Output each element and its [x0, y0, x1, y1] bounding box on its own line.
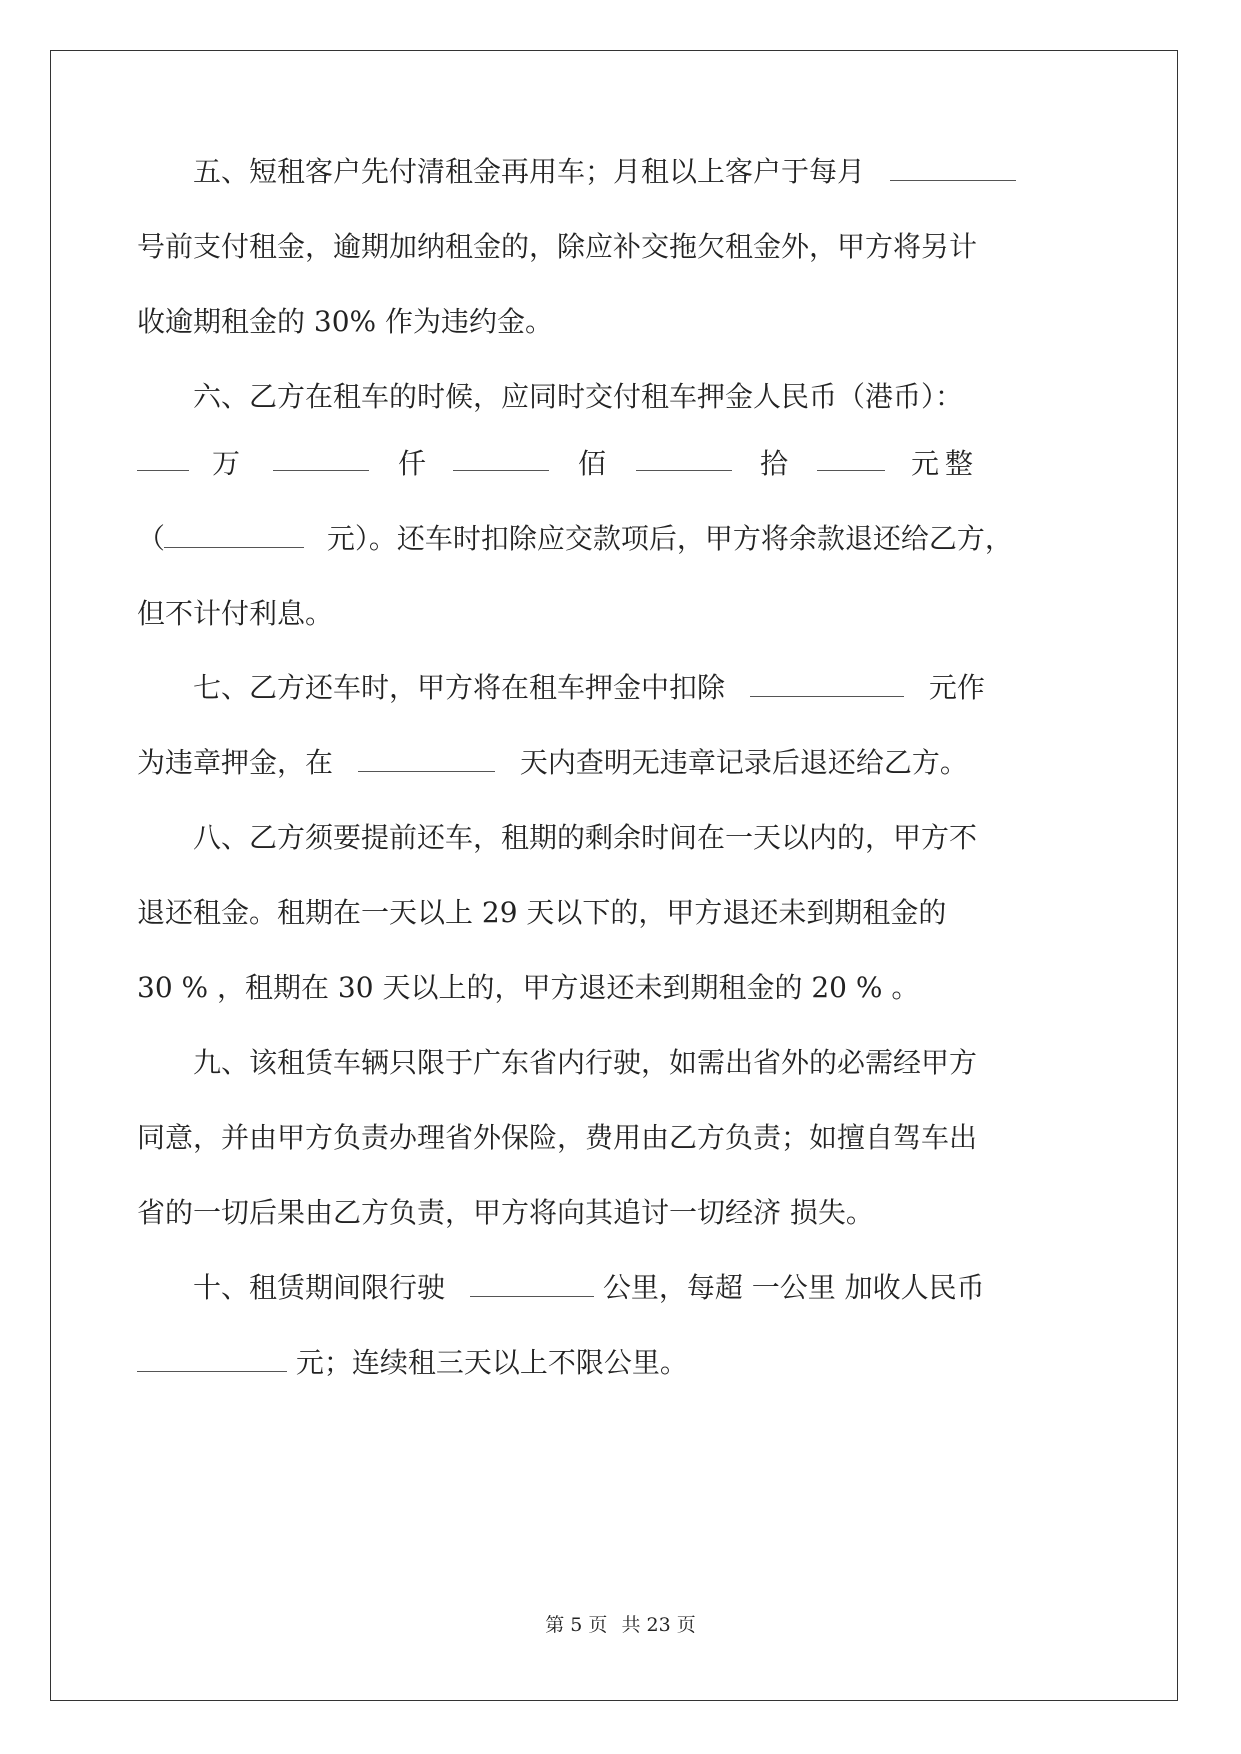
clause-10-text-2: 元；连续租三天以上不限公里。: [295, 1346, 688, 1379]
clause-7-text-2b: 天内查明无违章记录后退还给乙方。: [519, 746, 968, 779]
blank-pay-day: [890, 158, 1016, 181]
clause-8-line-3: 30 % ，租期在 30 天以上的，甲方退还未到期租金的 20 % 。: [137, 971, 920, 1004]
page-footer: [0, 1613, 1241, 1637]
clause-7-text-1: 七、乙方还车时，甲方将在租车押金中扣除: [193, 671, 726, 704]
clause-5-line-1: [193, 154, 1016, 190]
clause-10-line-1: [193, 1270, 985, 1306]
unit-wan: 万: [212, 447, 241, 480]
blank-extra-fee: [137, 1349, 287, 1372]
blank-qian: [273, 470, 369, 471]
page-number: 第 5 页: [545, 1614, 608, 1636]
clause-7-text-2a: 为违章押金，在: [137, 746, 334, 779]
clause-7-line-1: [193, 670, 985, 706]
clause-8-line-2: 退还租金。租期在一天以上 29 天以下的，甲方退还未到期租金的: [137, 896, 947, 929]
blank-wan: [137, 470, 189, 471]
unit-bai: 佰: [578, 447, 607, 480]
blank-bai: [453, 470, 549, 471]
blank-yuan: [817, 470, 885, 471]
clause-7-text-1-end: 元作: [928, 671, 985, 704]
blank-mileage: [470, 1274, 594, 1297]
clause-10-text-1a: 十、租赁期间限行驶: [193, 1271, 446, 1304]
clause-7-line-2: [137, 745, 968, 781]
page-border: [50, 50, 1178, 1701]
clause-9-line-1: 九、该租赁车辆只限于广东省内行驶，如需出省外的必需经甲方: [193, 1046, 978, 1079]
clause-6-text-3: 元）。还车时扣除应交款项后，甲方将余款退还给乙方，: [326, 522, 1013, 555]
clause-8-line-1: 八、乙方须要提前还车，租期的剩余时间在一天以内的，甲方不: [193, 821, 978, 854]
clause-6-line-1: 六、乙方在租车的时候，应同时交付租车押金人民币（港币）：: [193, 380, 964, 413]
clause-5-line-2: 号前支付租金，逾期加纳租金的，除应补交拖欠租金外，甲方将另计: [137, 230, 978, 263]
page-total: 共 23 页: [621, 1614, 696, 1636]
clause-9-line-2: 同意，并由甲方负责办理省外保险，费用由乙方负责；如擅自驾车出: [137, 1121, 978, 1154]
blank-shi: [636, 470, 732, 471]
blank-amount: [164, 525, 304, 548]
clause-6-line-4: 但不计付利息。: [137, 597, 334, 630]
clause-10-text-1b: 公里，每超 一公里 加收人民币: [602, 1271, 985, 1304]
clause-9-line-3: 省的一切后果由乙方负责，甲方将向其追讨一切经济 损失。: [137, 1196, 874, 1229]
unit-yuan-zheng: 元整: [911, 447, 980, 480]
unit-shi: 拾: [760, 447, 789, 480]
unit-qian: 仟: [398, 447, 427, 480]
clause-5-text-1: 五、短租客户先付清租金再用车；月租以上客户于每月: [193, 155, 866, 188]
blank-days: [358, 749, 495, 772]
clause-10-line-2: [137, 1345, 688, 1381]
clause-5-line-3: 收逾期租金的 30% 作为违约金。: [137, 305, 554, 338]
open-paren: （: [137, 522, 166, 555]
blank-violation-deposit: [750, 674, 904, 697]
clause-6-line-3: [137, 521, 1013, 557]
